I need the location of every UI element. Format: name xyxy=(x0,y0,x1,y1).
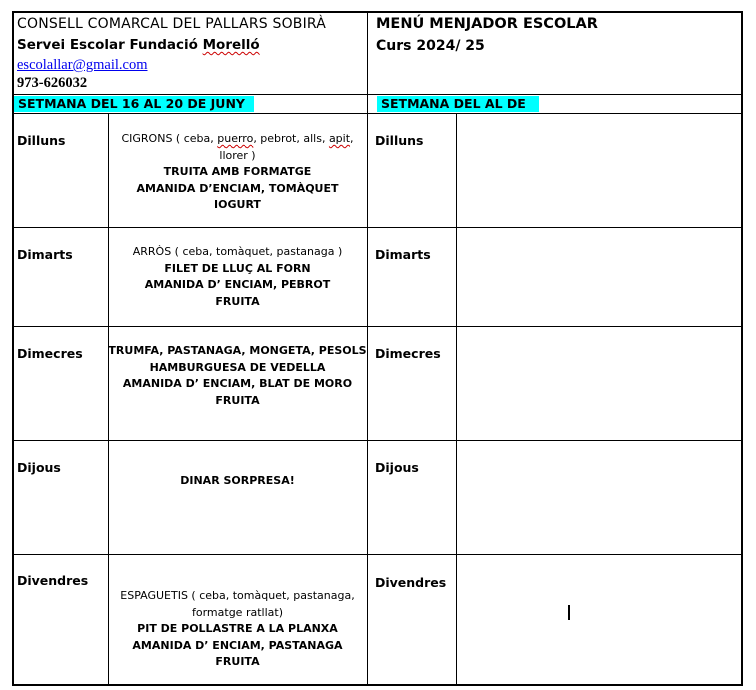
service-subtitle-name: Morelló xyxy=(202,37,260,53)
menu-text: , xyxy=(350,132,354,145)
day-label-right-tuesday: Dimarts xyxy=(375,247,431,262)
course-label: Curs 2024/ 25 xyxy=(376,38,485,54)
text-cursor xyxy=(568,605,570,620)
menu-tuesday-line-2: FILET DE LLUÇ AL FORN xyxy=(164,261,311,275)
menu-wednesday-line-3: AMANIDA D’ ENCIAM, BLAT DE MORO xyxy=(122,377,353,390)
menu-wednesday-line-4: FRUITA xyxy=(215,393,260,407)
service-subtitle xyxy=(17,37,260,53)
row-divider-3 xyxy=(12,440,743,441)
menu-friday-line-3: PIT DE POLLASTRE A LA PLANXA xyxy=(137,622,338,635)
day-label-right-friday: Divendres xyxy=(375,575,447,590)
council-title: CONSELL COMARCAL DEL PALLARS SOBIRÀ xyxy=(17,16,327,32)
menu-tuesday xyxy=(108,244,367,310)
day-label-thursday: Dijous xyxy=(17,460,61,475)
day-label-friday: Divendres xyxy=(17,573,89,588)
contact-email-link[interactable]: escolallar@gmail.com xyxy=(17,57,148,73)
menu-thursday-line-1: DINAR SORPRESA! xyxy=(180,474,295,487)
menu-thursday xyxy=(108,473,367,490)
week-label-right: SETMANA DEL AL DE xyxy=(377,96,539,112)
menu-title: MENÚ MENJADOR ESCOLAR xyxy=(376,16,598,32)
menu-text: , pebrot, alls, xyxy=(253,132,329,145)
menu-friday-line-5: FRUITA xyxy=(215,655,260,668)
menu-friday-line-2: formatge ratllat) xyxy=(192,605,283,619)
menu-text-flagged: puerro xyxy=(217,132,254,145)
row-divider-1 xyxy=(12,227,743,228)
menu-text-flagged: apit xyxy=(328,132,351,145)
menu-wednesday xyxy=(108,343,367,409)
day-label-right-wednesday: Dimecres xyxy=(375,346,441,361)
contact-phone: 973-626032 xyxy=(17,75,88,91)
menu-tuesday-line-1: ARRÒS ( ceba, tomàquet, pastanaga ) xyxy=(132,245,343,258)
day-label-wednesday: Dimecres xyxy=(17,346,83,361)
row-divider-4 xyxy=(12,554,743,555)
menu-tuesday-line-3: AMANIDA D’ ENCIAM, PEBROT xyxy=(144,278,331,291)
week-row-bottom-line xyxy=(12,113,743,114)
menu-monday-line-5: IOGURT xyxy=(214,198,261,211)
day-label-tuesday: Dimarts xyxy=(17,247,73,262)
day-label-right-thursday: Dijous xyxy=(375,460,419,475)
menu-monday-line-2: llorer ) xyxy=(219,148,256,162)
menu-monday-line-1 xyxy=(108,131,367,148)
menu-monday-line-4: AMANIDA D’ENCIAM, TOMÀQUET xyxy=(136,181,339,195)
menu-tuesday-line-4: FRUITA xyxy=(215,294,260,308)
menu-friday-line-4: AMANIDA D’ ENCIAM, PASTANAGA xyxy=(132,638,343,652)
day-label-monday: Dilluns xyxy=(17,133,66,148)
row-divider-2 xyxy=(12,326,743,327)
menu-monday xyxy=(108,131,367,214)
column-divider-right-menu xyxy=(456,114,457,686)
menu-friday xyxy=(108,588,367,671)
menu-text: CIGRONS ( ceba, xyxy=(121,132,218,145)
service-subtitle-text: Servei Escolar Fundació xyxy=(17,37,203,53)
menu-friday-line-1: ESPAGUETIS ( ceba, tomàquet, pastanaga, xyxy=(120,589,355,602)
menu-monday-line-3: TRUITA AMB FORMATGE xyxy=(163,165,312,178)
week-label-left: SETMANA DEL 16 AL 20 DE JUNY xyxy=(14,96,254,112)
header-bottom-line xyxy=(12,94,743,95)
menu-wednesday-line-1: TRUMFA, PASTANAGA, MONGETA, PESOLS xyxy=(108,344,367,357)
menu-wednesday-line-2: HAMBURGUESA DE VEDELLA xyxy=(149,360,326,374)
day-label-right-monday: Dilluns xyxy=(375,133,424,148)
